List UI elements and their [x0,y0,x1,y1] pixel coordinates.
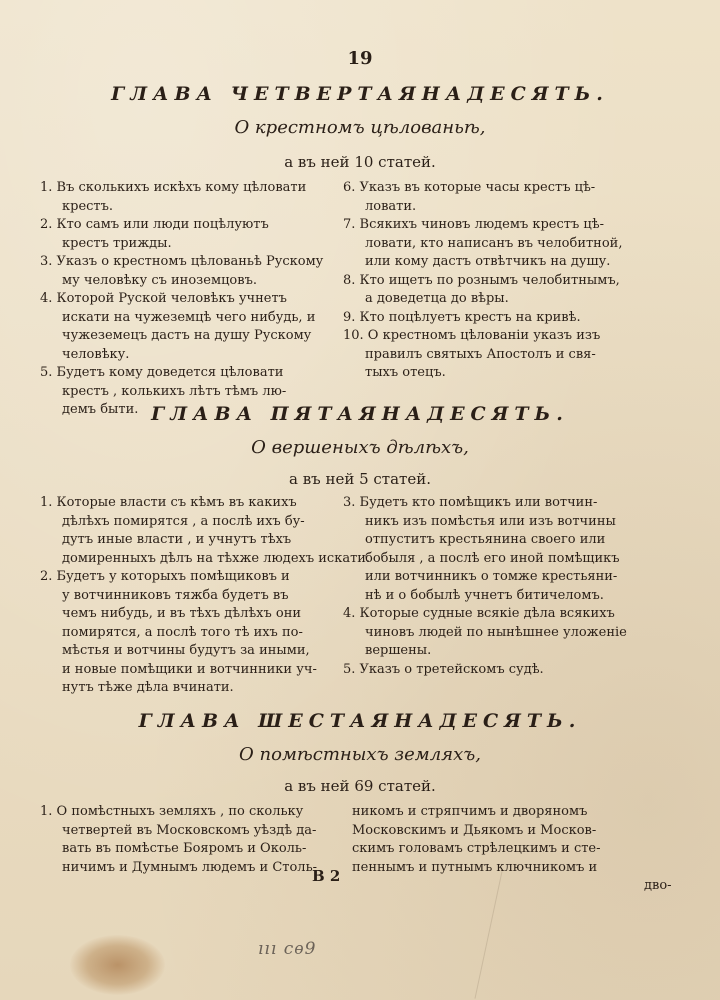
list-item [40,179,340,216]
text-line: 2. Кто самъ или люди поцѣлуютъ [40,217,269,232]
text-line: нѣ и о бобылѣ учнетъ битичеломъ. [365,587,604,603]
text-line: или вотчинникъ о томже крестьяни- [365,569,618,584]
text-line: помирятся, а послѣ того тѣ ихъ по- [62,624,303,640]
list-item [40,216,340,253]
text-line: 5. Указъ о третейскомъ судѣ. [343,661,544,677]
list-item [343,216,683,272]
text-line: правилъ святыхъ Апостолъ и свя- [365,346,596,362]
list-item [343,494,683,605]
list-item [40,253,340,290]
text-line: тыхъ отецъ. [365,365,446,380]
chapter-15-right-column [343,494,683,679]
chapter-15-title: ГЛАВА ПЯТАЯНАДЕСЯТЬ. [151,403,569,425]
text-line: дутъ иные власти , и учнутъ тѣхъ [62,532,292,547]
signature-mark: В 2 [312,867,341,885]
list-item [343,179,683,216]
text-line: 3. Будетъ кто помѣщикъ или вотчин- [343,495,598,510]
text-line: нутъ тѣже дѣла вчинати. [62,680,234,695]
chapter-15-count: а въ ней 5 статей. [288,470,431,488]
list-item [40,568,340,698]
text-line: 4. Которой Руской человѣкъ учнетъ [40,291,287,306]
chapter-16-title: ГЛАВА ШЕСТАЯНАДЕСЯТЬ. [138,710,582,732]
chapter-16-subtitle: О помѣстныхъ земляхъ, [239,744,481,765]
text-line: 8. Кто ищетъ по рознымъ челобитнымъ, [343,272,620,288]
list-item [343,309,683,328]
text-line: 2. Будетъ у которыхъ помѣщиковъ и [40,569,290,584]
chapter-14-count: а въ ней 10 статей. [284,153,436,171]
text-line: четвертей въ Московскомъ уѣздѣ да- [62,822,317,838]
page-number: 19 [347,48,373,69]
text-line: 7. Всякихъ чиновъ людемъ крестъ цѣ- [343,217,604,232]
text-line: никъ изъ помѣстья или изъ вотчины [365,513,616,529]
chapter-14-title: ГЛАВА ЧЕТВЕРТАЯНАДЕСЯТЬ. [111,83,609,105]
chapter-16-left-column [40,803,340,877]
text-line: 3. Указъ о крестномъ цѣлованьѣ Рускому [40,254,324,269]
chapter-15-subtitle: О вершеныхъ дѣлѣхъ, [251,437,469,458]
text-line: 1. Въ сколькихъ искѣхъ кому цѣловати [40,180,307,195]
pencil-note: ııı сѳ9 [258,939,317,959]
text-line: чиновъ людей по нынѣшнее уложеніе [365,624,627,640]
text-line: крестъ. [62,198,114,214]
text-line: чемъ нибудь, и въ тѣхъ дѣлѣхъ они [62,606,302,621]
text-line: ловати. [365,198,417,214]
text-line: 6. Указъ въ которые часы крестъ цѣ- [343,180,596,195]
text-line: чужеземецъ дастъ на душу Рускому [62,328,312,343]
text-line: Московскимъ и Дьякомъ и Москов- [352,822,597,838]
text-line: скимъ головамъ стрѣлецкимъ и сте- [352,841,601,856]
text-line: домиренныхъ дѣлъ на тѣхже людехъ искати. [62,550,371,566]
text-line: пеннымъ и путнымъ ключникомъ и [352,859,598,875]
text-line: мѣстья и вотчины будутъ за иными, [62,643,310,658]
chapter-14-left-column [40,179,340,420]
text-line: 1. О помѣстныхъ земляхъ , по скольку [40,804,304,819]
list-item [40,494,371,568]
list-item [352,803,692,896]
text-line: 1. Которые власти съ кѣмъ въ какихъ [40,495,297,510]
list-item [40,290,340,364]
text-line: никомъ и стряпчимъ и дворяномъ [352,804,588,819]
chapter-16-right-column [352,803,692,896]
text-line: отпуститъ крестьянина своего или [365,532,606,547]
list-item [343,605,683,661]
list-item [40,803,340,877]
text-line: или кому дастъ отвѣтчикъ на душу. [365,254,611,269]
text-line: 10. О крестномъ цѣлованіи указъ изъ [343,328,601,343]
text-line: крестъ трижды. [62,235,172,251]
list-item [343,327,683,383]
text-line: у вотчинниковъ тяжба будетъ въ [62,587,289,603]
text-line: крестъ , колькихъ лѣтъ тѣмъ лю- [62,383,287,399]
chapter-15-left-column [40,494,371,698]
text-line: му человѣку съ иноземцовъ. [62,272,257,288]
chapter-14-right-column [343,179,683,383]
text-line: вать въ помѣстье Бояромъ и Околь- [62,841,307,856]
text-line: человѣку. [62,346,130,362]
text-line: демъ быти. [62,402,139,417]
text-line: ничимъ и Думнымъ людемъ и Столь- [62,859,318,875]
text-line: искати на чужеземцѣ чего нибудь, и [62,309,316,325]
text-line: 4. Которые судные всякіе дѣла всякихъ [343,606,615,621]
water-stain [70,935,165,995]
text-line: вершены. [365,643,432,658]
text-line: а доведетца до вѣры. [365,291,509,306]
text-line: ловати, кто написанъ въ челобитной, [365,235,623,251]
text-line: дво- [644,878,672,893]
chapter-16-count: а въ ней 69 статей. [284,777,436,795]
chapter-14-subtitle: О крестномъ цѣлованьѣ, [234,117,486,138]
text-line: 5. Будетъ кому доведется цѣловати [40,365,284,380]
text-line: 9. Кто поцѣлуетъ крестъ на кривѣ. [343,309,581,325]
text-line: и новые помѣщики и вотчинники уч- [62,661,317,677]
text-line: бобыля , а послѣ его иной помѣщикъ [365,550,620,566]
list-item [343,272,683,309]
list-item [343,661,683,680]
text-line: дѣлѣхъ помирятся , а послѣ ихъ бу- [62,513,305,529]
